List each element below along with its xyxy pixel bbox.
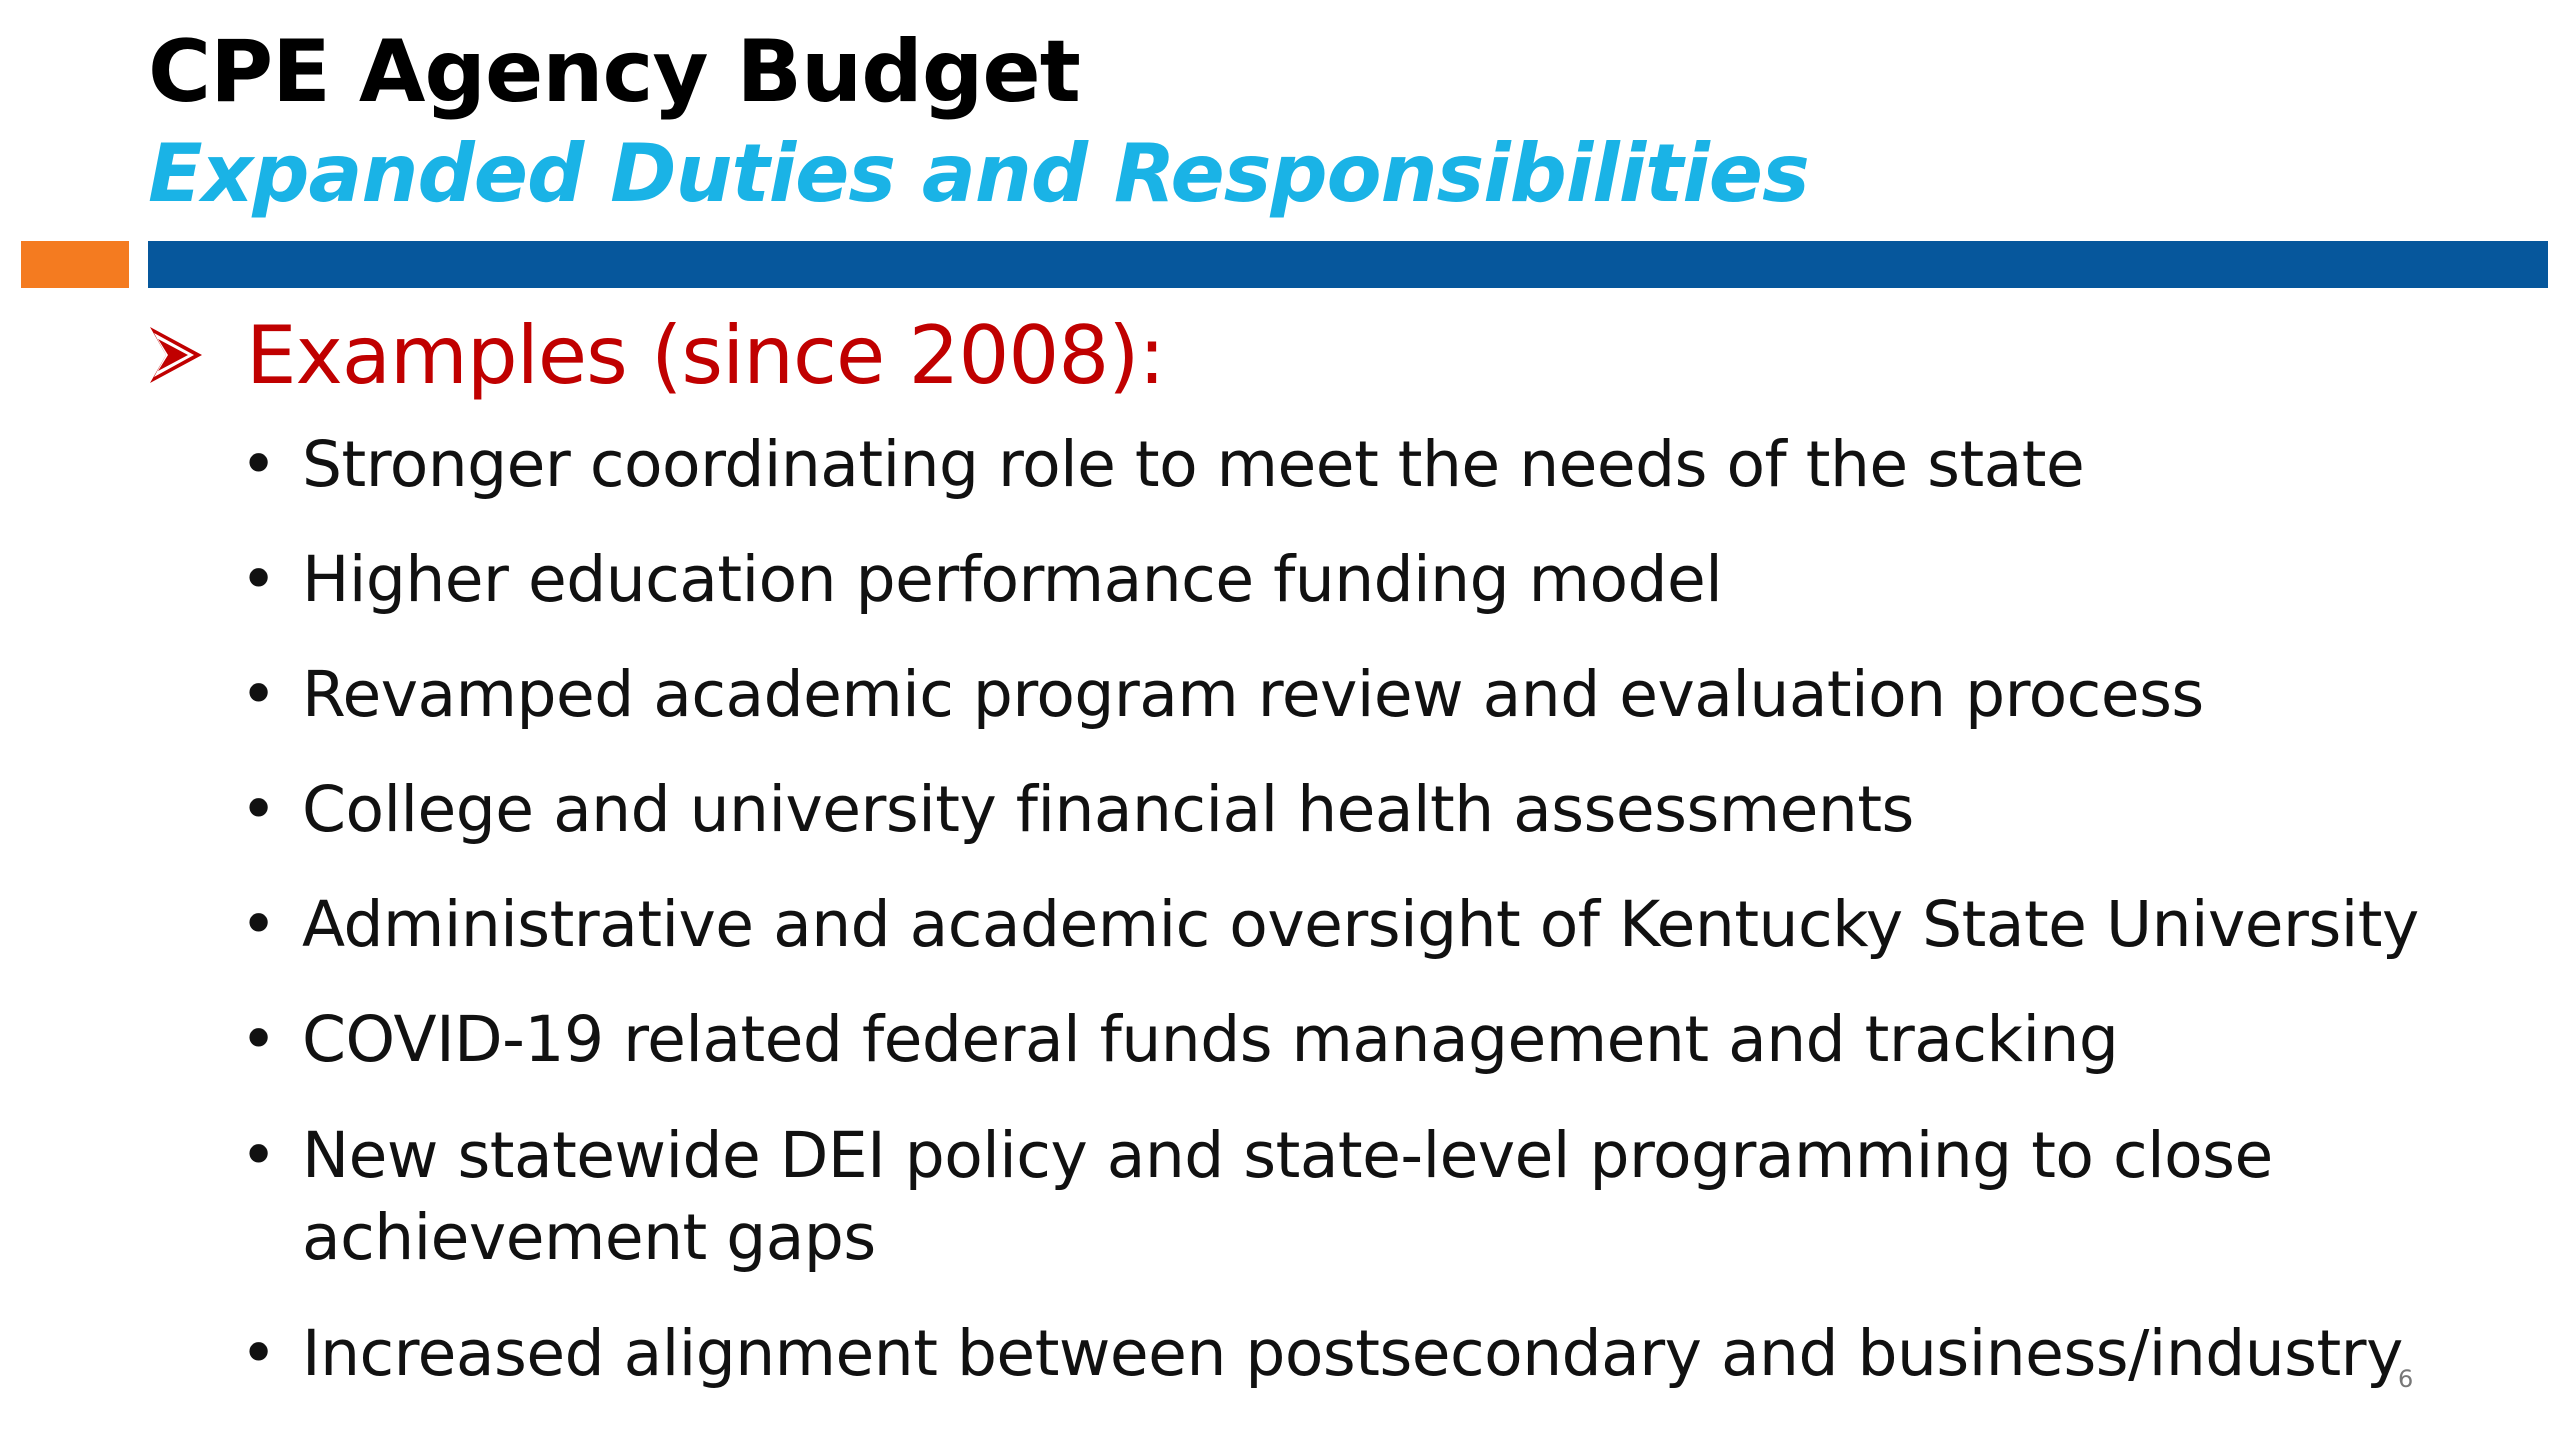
bullet-dot: • bbox=[240, 543, 277, 616]
bullet-text: COVID-19 related federal funds management and tracking bbox=[302, 1003, 2119, 1076]
header-rule-bar bbox=[148, 241, 2548, 288]
bullet-dot: • bbox=[240, 1003, 277, 1076]
section-heading-text: Examples (since 2008): bbox=[246, 308, 1165, 402]
bullet-dot: • bbox=[240, 773, 277, 846]
bullet-item bbox=[240, 424, 2084, 506]
bullet-dot: • bbox=[240, 1317, 277, 1390]
bullet-dot: • bbox=[240, 658, 277, 731]
bullet-item bbox=[240, 999, 2118, 1081]
bullet-item bbox=[240, 654, 2204, 736]
bullet-text: Administrative and academic oversight of Kentucky State University bbox=[302, 888, 2419, 961]
slide-subtitle: Expanded Duties and Responsibilities bbox=[148, 127, 1809, 220]
bullet-dot: • bbox=[240, 888, 277, 961]
bullet-text: Higher education performance funding model bbox=[302, 543, 1723, 616]
bullet-text: Revamped academic program review and evaluation process bbox=[302, 658, 2204, 731]
page-number: 6 bbox=[2398, 1365, 2414, 1393]
bullet-text: Stronger coordinating role to meet the needs of the state bbox=[302, 428, 2085, 501]
section-heading bbox=[148, 300, 1164, 410]
bullet-item bbox=[240, 1115, 2402, 1279]
bullet-item bbox=[240, 539, 1722, 621]
accent-block bbox=[21, 241, 129, 288]
bullet-item bbox=[240, 769, 1914, 851]
slide-title: CPE Agency Budget bbox=[148, 22, 1080, 122]
bullet-item bbox=[240, 1313, 2403, 1395]
bullet-text: New statewide DEI policy and state-level programming to close achievement gaps bbox=[302, 1119, 2273, 1274]
bullet-text: College and university financial health assessments bbox=[302, 773, 1914, 846]
bullet-item bbox=[240, 884, 2419, 966]
arrowhead-right-icon bbox=[148, 325, 204, 385]
bullet-dot: • bbox=[240, 1119, 277, 1192]
bullet-dot: • bbox=[240, 428, 277, 501]
bullet-text: Increased alignment between postsecondary and business/industry bbox=[302, 1317, 2403, 1390]
